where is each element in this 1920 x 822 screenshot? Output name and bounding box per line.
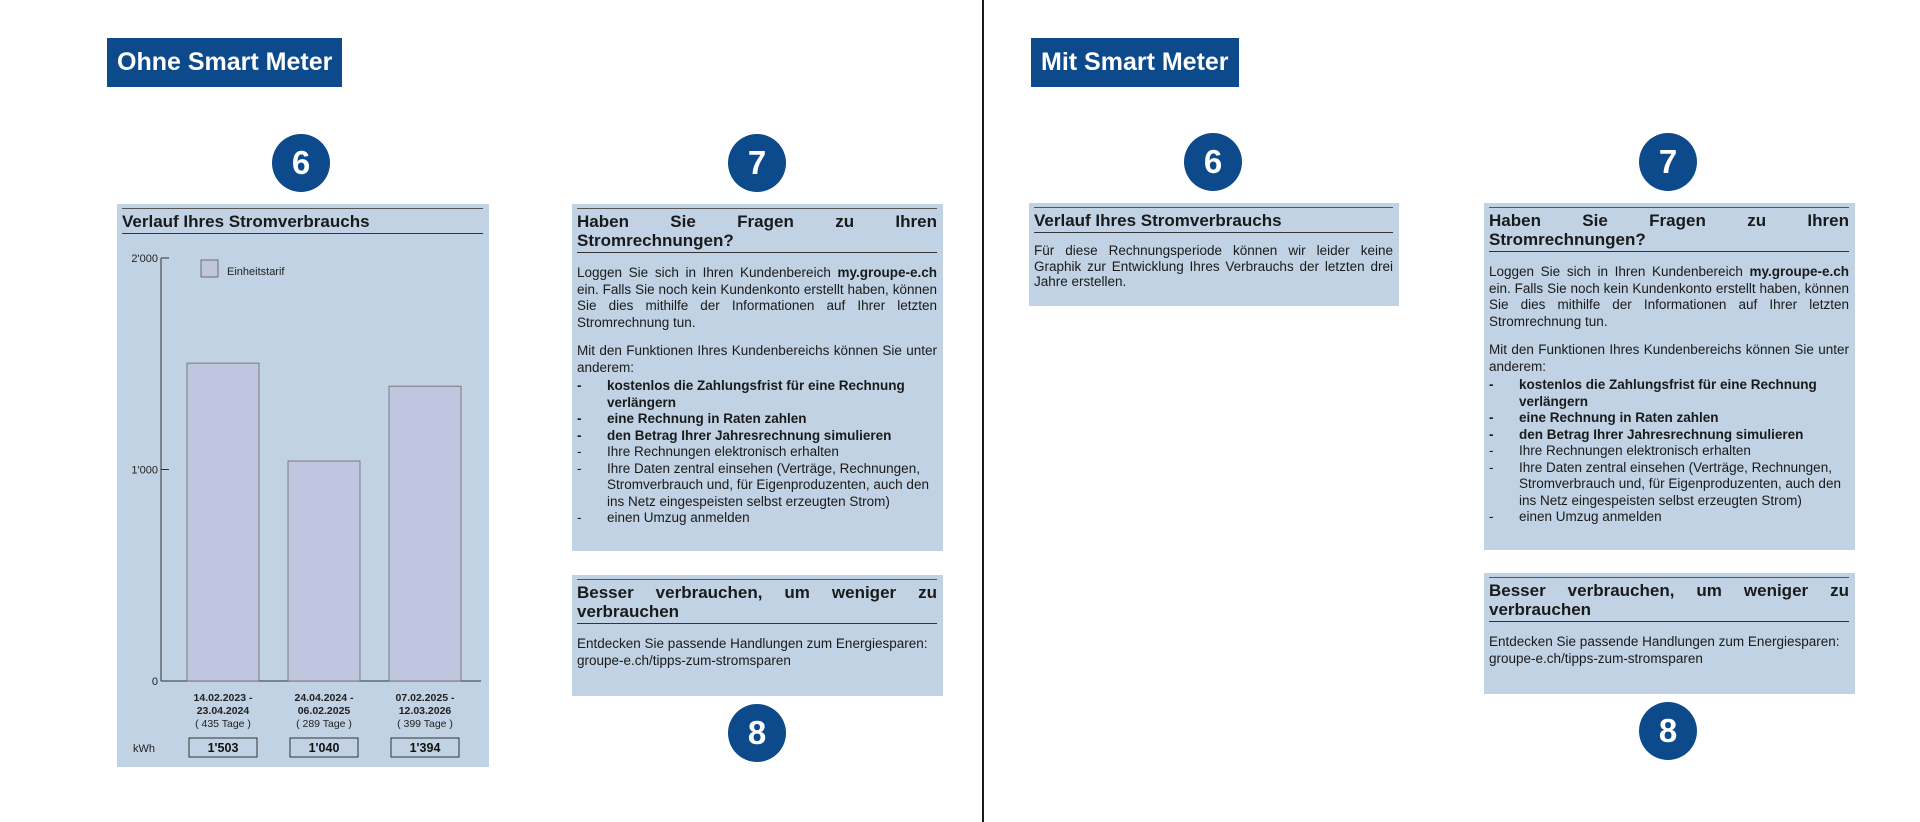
step-8-badge: 8 <box>1639 702 1697 760</box>
list-item: - einen Umzug anmelden <box>1489 509 1849 526</box>
y-tick-label: 2'000 <box>131 253 158 265</box>
questions-body <box>1489 264 1849 526</box>
login-intro-text: Loggen Sie sich in Ihren Kundenbereich <box>1489 264 1743 279</box>
x-tick-label-from: 07.02.2025 - <box>395 692 455 704</box>
consumption-bar-chart <box>117 204 489 767</box>
step-6-badge: 6 <box>1184 133 1242 191</box>
list-item: - den Betrag Ihrer Jahresrechnung simulieren <box>1489 427 1849 444</box>
functions-list <box>1489 377 1849 526</box>
customer-portal-link[interactable]: my.groupe-e.ch <box>837 265 937 280</box>
energy-saving-text: Entdecken Sie passende Handlungen zum Energiesparen: <box>1489 634 1840 649</box>
x-tick-label-days: ( 399 Tage ) <box>397 718 453 730</box>
legend-swatch <box>201 260 218 277</box>
energy-saving-title: Besser verbrauchen, um weniger zu verbrauchen <box>1489 577 1849 622</box>
questions-title: Haben Sie Fragen zu Ihren Stromrechnungen? <box>1489 207 1849 252</box>
energy-saving-link[interactable]: groupe-e.ch/tipps-zum-stromsparen <box>577 652 791 668</box>
login-intro-text: Loggen Sie sich in Ihren Kundenbereich <box>577 265 831 280</box>
list-item: - den Betrag Ihrer Jahresrechnung simulieren <box>577 428 937 445</box>
x-tick-label-days: ( 289 Tage ) <box>296 718 352 730</box>
x-tick-label-days: ( 435 Tage ) <box>195 718 251 730</box>
energy-saving-text: Entdecken Sie passende Handlungen zum Energiesparen: <box>577 636 928 651</box>
value-label: 1'503 <box>207 741 239 755</box>
questions-panel <box>572 204 943 551</box>
chart-panel-title: Verlauf Ihres Stromverbrauchs <box>122 208 483 234</box>
value-label: 1'394 <box>409 741 441 755</box>
energy-saving-title: Besser verbrauchen, um weniger zu verbrauchen <box>577 579 937 624</box>
bar <box>389 386 461 681</box>
list-item: - kostenlos die Zahlungsfrist für eine Rechnung verlängern <box>577 378 937 411</box>
value-label: 1'040 <box>308 741 340 755</box>
page-divider <box>982 0 984 822</box>
list-item: - Ihre Rechnungen elektronisch erhalten <box>1489 443 1849 460</box>
x-tick-label-to: 06.02.2025 <box>297 705 351 717</box>
login-paragraph <box>1489 264 1849 330</box>
step-8-badge: 8 <box>728 704 786 762</box>
functions-intro: Mit den Funktionen Ihres Kundenbereichs können Sie unter anderem: <box>1489 342 1849 374</box>
login-instructions-text: ein. Falls Sie noch kein Kundenkonto erstellt haben, können Sie dies mithilfe der Informationen auf Ihrer letzten Stromrechnung tun. <box>1489 280 1849 329</box>
list-item: - Ihre Rechnungen elektronisch erhalten <box>577 444 937 461</box>
step-6-badge: 6 <box>272 134 330 192</box>
x-tick-label-to: 23.04.2024 <box>196 705 250 717</box>
step-7-badge: 7 <box>728 134 786 192</box>
customer-portal-link[interactable]: my.groupe-e.ch <box>1749 264 1849 279</box>
questions-body <box>577 265 937 527</box>
list-item: - Ihre Daten zentral einsehen (Verträge, Rechnungen, Stromverbrauch und, für Eigenproduzenten, auch den ins Netz eingespeisten selbst erzeugten Strom) <box>1489 460 1849 510</box>
legend-label: Einheitstarif <box>227 266 285 278</box>
y-tick-label: 1'000 <box>131 464 158 477</box>
energy-saving-panel <box>1484 573 1855 694</box>
no-chart-panel <box>1029 203 1399 306</box>
no-chart-message: Für diese Rechnungsperiode können wir leider keine Graphik zur Entwicklung Ihres Verbrauchs der letzten drei Jahre erstellen. <box>1034 243 1393 289</box>
list-item: - Ihre Daten zentral einsehen (Verträge, Rechnungen, Stromverbrauch und, für Eigenproduzenten, auch den ins Netz eingespeisten selbst erzeugten Strom) <box>577 461 937 511</box>
energy-saving-panel <box>572 575 943 696</box>
list-item: - eine Rechnung in Raten zahlen <box>577 411 937 428</box>
section-title-without-smart-meter: Ohne Smart Meter <box>107 38 342 87</box>
questions-title: Haben Sie Fragen zu Ihren Stromrechnungen? <box>577 208 937 253</box>
chart-panel-title: Verlauf Ihres Stromverbrauchs <box>1034 207 1393 233</box>
questions-panel <box>1484 203 1855 550</box>
list-item: - kostenlos die Zahlungsfrist für eine Rechnung verlängern <box>1489 377 1849 410</box>
consumption-chart-panel <box>117 204 489 767</box>
bar <box>288 461 360 681</box>
functions-list <box>577 378 937 527</box>
list-item: - einen Umzug anmelden <box>577 510 937 527</box>
y-tick-label: 0 <box>151 676 158 688</box>
login-paragraph <box>577 265 937 331</box>
energy-saving-body <box>1489 634 1849 667</box>
x-tick-label-from: 14.02.2023 - <box>193 692 253 704</box>
list-item: - eine Rechnung in Raten zahlen <box>1489 410 1849 427</box>
section-title-with-smart-meter: Mit Smart Meter <box>1031 38 1239 87</box>
login-instructions-text: ein. Falls Sie noch kein Kundenkonto erstellt haben, können Sie dies mithilfe der Informationen auf Ihrer letzten Stromrechnung tun. <box>577 281 937 330</box>
bar <box>187 363 259 681</box>
x-tick-label-to: 12.03.2026 <box>398 705 452 717</box>
energy-saving-body <box>577 636 937 669</box>
unit-label: kWh <box>133 743 155 755</box>
energy-saving-link[interactable]: groupe-e.ch/tipps-zum-stromsparen <box>1489 650 1703 666</box>
step-7-badge: 7 <box>1639 133 1697 191</box>
x-tick-label-from: 24.04.2024 - <box>294 692 354 704</box>
functions-intro: Mit den Funktionen Ihres Kundenbereichs können Sie unter anderem: <box>577 343 937 375</box>
